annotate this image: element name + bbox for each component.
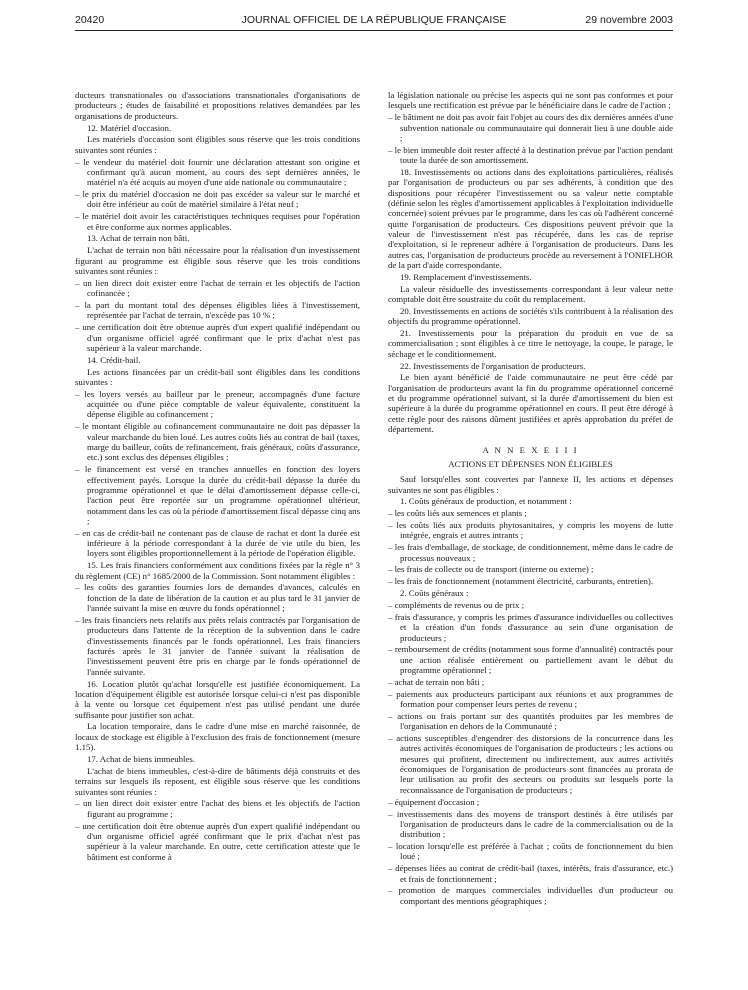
list-item: – les loyers versés au bailleur par le preneur, accompagnés d'une facture acquittée ou d'une pièce comptable de valeur équivalente, constituent la dépense éligible au cofinancement ; [75, 388, 360, 420]
list-item: – dépenses liées au contrat de crédit-bail (taxes, intérêts, frais d'assurance, etc.) et frais de fonctionnement ; [388, 863, 673, 884]
section-heading: 14. Crédit-bail. [87, 354, 141, 365]
list-item: – en cas de crédit-bail ne contenant pas de clause de rachat et dont la durée est inférieure à la période correspondant à la durée de vie utile du bien, les loyers sont éligibles proportionnellement à la période de l'opération éligible. [75, 527, 360, 559]
list-item: – le matériel doit avoir les caractéristiques techniques requises pour l'opération et être conforme aux normes applicables. [75, 211, 360, 232]
annex-title: A N N E X E I I I [482, 444, 579, 455]
paragraph: Les matériels d'occasion sont éligibles sous réserve que les trois conditions suivantes sont réunies : [75, 134, 360, 155]
paragraph: ducteurs transnationales ou d'associations transnationales d'organisations de producteurs ; études de faisabilité et propositions relatives demandées par les organisations de producteurs. [75, 90, 360, 121]
section-heading: 19. Remplacement d'investissements. [400, 271, 532, 282]
list-item: – une certification doit être obtenue auprès d'un expert qualifié indépendant ou d'un organisme officiel agréé confirmant que le prix d'achat n'est pas supérieur à la valeur marchande. En outre, cette certification atteste que le bâtiment est conforme à [75, 820, 360, 862]
page-header [75, 14, 673, 30]
list-item: – les frais d'emballage, de stockage, de conditionnement, même dans le cadre de processus nouveaux ; [388, 542, 673, 563]
list-item: – les frais de fonctionnement (notamment électricité, carburants, entretien). [388, 576, 654, 587]
section-heading: 22. Investissements de l'organisation de producteurs. [400, 360, 586, 371]
page-number: 20420 [75, 14, 105, 26]
list-item: – paiements aux producteurs participant aux réunions et aux programmes de formation pour compenser leurs pertes de revenu ; [388, 688, 673, 710]
paragraph: L'achat de biens immeubles, c'est-à-dire de bâtiments déjà construits et des terrains sur lesquels ils reposent, est éligible sous réserve que les conditions suivantes sont réunies : [75, 765, 360, 797]
paragraph: 20. Investissements en actions de sociétés s'ils contribuent à la réalisation des objectifs du programme opérationnel. [388, 305, 673, 327]
section-heading: 17. Achat de biens immeubles. [87, 753, 195, 764]
list-item: – le prix du matériel d'occasion ne doit pas excéder sa valeur sur le marché et doit être inférieur au coût de matériel similaire à l'état neuf ; [75, 189, 360, 210]
journal-title: JOURNAL OFFICIEL DE LA RÉPUBLIQUE FRANÇAISE [241, 14, 507, 26]
paragraph: 18. Investissements ou actions dans des exploitations particulières, réalisés par l'organisation de producteurs ou par ses adhérents, à condition que des dispositions pour récupérer l'investissement ou sa valeur nette comptable (définie selon les règles d'amortissement applicables à l'exploitation individuelle concernée) soient prévues par le programme, dans les cas où l'adhérent concerné quitte l'organisation de producteurs. Ces dispositions peuvent prévoir que la valeur de l'investissement n'est pas récupérée, dans les cas de reprise d'exploitation, si le repreneur adhère à l'organisation de producteurs. Dans les autres cas, l'organisation de producteurs procède au reversement à l'ONIFLHOR de la part d'aide correspondante. [388, 166, 673, 270]
paragraph: Sauf lorsqu'elles sont couvertes par l'annexe II, les actions et dépenses suivantes ne sont pas éligibles : [388, 474, 673, 495]
list-item: – le montant éligible au cofinancement communautaire ne doit pas dépasser la valeur marchande du bien loué. Les autres coûts liés au contrat de bail (taxes, marge du bailleur, coûts de refinancement, frais généraux, coûts d'assurance, etc.) sont exclus des dépenses éligibles ; [75, 421, 360, 463]
paragraph: la législation nationale ou précise les aspects qui ne sont pas conformes et pour lesquels une rectification est prévue par le bénéficiaire dans le cadre de l'action ; [388, 90, 673, 111]
list-item: – les coûts liés aux semences et plants ; [388, 508, 527, 519]
list-item: – achat de terrain non bâti ; [388, 676, 485, 687]
paragraph: 16. Location plutôt qu'achat lorsqu'elle est justifiée économiquement. La location d'équipement éligible est autorisée lorsque celui-ci n'est pas disponible à la vente ou lorsque cet équipement n'est pas utilisé pendant une durée suffisante pour justifier son achat. [75, 678, 360, 720]
list-item: – actions ou frais portant sur des quantités produites par les membres de l'organisation en dehors de la Communauté ; [388, 710, 673, 732]
section-heading: 12. Matériel d'occasion. [87, 122, 172, 133]
paragraph: L'achat de terrain non bâti nécessaire pour la réalisation d'un investissement figurant au programme est éligible sous réserve que les trois conditions suivantes sont réunies : [75, 245, 360, 276]
paragraph: La location temporaire, dans le cadre d'une mise en marché raisonnée, de locaux de stockage est éligible à l'exclusion des frais de fonctionnement (mesure 1.15). [75, 721, 360, 753]
section-heading: 1. Coûts généraux de production, et notamment : [400, 496, 572, 507]
list-item: – une certification doit être obtenue auprès d'un expert qualifié indépendant ou d'un organisme officiel agréé confirmant que le prix d'achat n'est pas supérieur à la valeur marchande. [75, 322, 360, 353]
list-item: – location lorsqu'elle est préférée à l'achat ; coûts de fonctionnement du bien loué ; [388, 841, 673, 862]
list-item: – les frais de collecte ou de transport (interne ou externe) ; [388, 564, 594, 575]
list-item: – un lien direct doit exister entre l'achat des biens et les objectifs de l'action figurant au programme ; [75, 798, 360, 819]
list-item: – frais d'assurance, y compris les primes d'assurance individuelles ou collectives et la création d'un fonds d'assurance au sein d'une organisation de producteurs ; [388, 611, 673, 643]
paragraph: La valeur résiduelle des investissements correspondant à leur valeur nette comptable doit être soustraite du coût du remplacement. [388, 283, 673, 305]
list-item: – actions susceptibles d'engendrer des distorsions de la concurrence dans les autres activités économiques de l'organisation de producteurs ; les actions ou mesures qui profitent, directement ou indirectement, aux autres activités économiques de l'organisation de producteurs sont financées au prorata de leur utilisation au profit des secteurs ou produits sur lesquels porte la reconnaissance de l'organisation de producteurs ; [388, 733, 673, 795]
list-item: – promotion de marques commerciales individuelles d'un producteur ou comportant des mentions géographiques ; [388, 885, 673, 906]
section-heading: 2. Coûts généraux : [400, 588, 469, 599]
list-item: – les coûts liés aux produits phytosanitaires, y compris les moyens de lutte intégrée, engrais et autres intrants ; [388, 520, 673, 541]
annex-subtitle: ACTIONS ET DÉPENSES NON ÉLIGIBLES [448, 458, 613, 469]
list-item: – les coûts des garanties fournies lors de demandes d'avances, calculés en fonction de la date de libération de la caution et au plus tard le 31 janvier de l'année suivant la mise en œuvre du fonds opérationnel ; [75, 582, 360, 614]
paragraph: Le bien ayant bénéficié de l'aide communautaire ne peut être cédé par l'organisation de producteurs avant la fin du programme opérationnel concerné et du programme opérationnel suivant, si la durée d'amortissement du bien est supérieure à la durée du programme opérationnel en cours. Il peut être dérogé à cette règle pour des raisons dûment justifiées et après approbation du préfet de département. [388, 372, 673, 435]
header-rule [75, 30, 673, 31]
right-column [388, 90, 673, 972]
list-item: – compléments de revenus ou de prix ; [388, 599, 525, 610]
list-item: – équipement d'occasion ; [388, 796, 480, 807]
left-column [75, 90, 360, 972]
list-item: – le financement est versé en tranches annuelles en fonction des loyers effectivement payés. Lorsque la durée du crédit-bail dépasse la durée du programme opérationnel et que le délai d'amortissement dépasse celle-ci, l'action peut être reportée sur un programme opérationnel ultérieur, notamment dans les cas où la période d'amortissement fiscal dépasse cinq ans ; [75, 464, 360, 526]
paragraph: 21. Investissements pour la préparation du produit en vue de sa commercialisation ; sont éligibles à ce titre le nettoyage, la coupe, le parage, le séchage et le conditionnement. [388, 328, 673, 359]
list-item: – le bien immeuble doit rester affecté à la destination prévue par l'action pendant toute la durée de son amortissement. [388, 144, 673, 166]
list-item: – investissements dans des moyens de transport destinés à être utilisés par l'organisation de producteurs dans le cadre de la commercialisation ou de la distribution ; [388, 808, 673, 840]
list-item: – un lien direct doit exister entre l'achat de terrain et les objectifs de l'action cofinancée ; [75, 277, 360, 299]
list-item: – les frais financiers nets relatifs aux prêts relais contractés par l'organisation de producteurs dans l'attente de la réception de la subvention dans le cadre d'investissements financés par le fonds opérationnel. Les frais financiers facturés après le 31 janvier de l'année suivant la réalisation de l'investissement peuvent être pris en charge par le fonds opérationnel de l'année suivante. [75, 615, 360, 677]
section-heading: 13. Achat de terrain non bâti. [87, 233, 190, 244]
list-item: – la part du montant total des dépenses éligibles liées à l'investissement, représentée par l'achat de terrain, n'excède pas 10 % ; [75, 300, 360, 321]
paragraph: Les actions financées par un crédit-bail sont éligibles dans les conditions suivantes : [75, 366, 360, 387]
paragraph: 15. Les frais financiers conformément aux conditions fixées par la règle n° 3 du règlement (CE) n° 1685/2000 de la Commission. Sont notamment éligibles : [75, 560, 360, 581]
issue-date: 29 novembre 2003 [585, 14, 673, 26]
list-item: – le vendeur du matériel doit fournir une déclaration attestant son origine et confirmant qu'à aucun moment, au cours des sept dernières années, le matériel n'a été acquis au moyen d'une aide nationale ou communautaire ; [75, 156, 360, 188]
list-item: – le bâtiment ne doit pas avoir fait l'objet au cours des dix dernières années d'une subvention nationale ou communautaire qui donnerait lieu à une double aide ; [388, 112, 673, 143]
list-item: – remboursement de crédits (notamment sous forme d'annualité) contractés pour une action réalisée entièrement ou partiellement avant le début du programme opérationnel ; [388, 644, 673, 676]
